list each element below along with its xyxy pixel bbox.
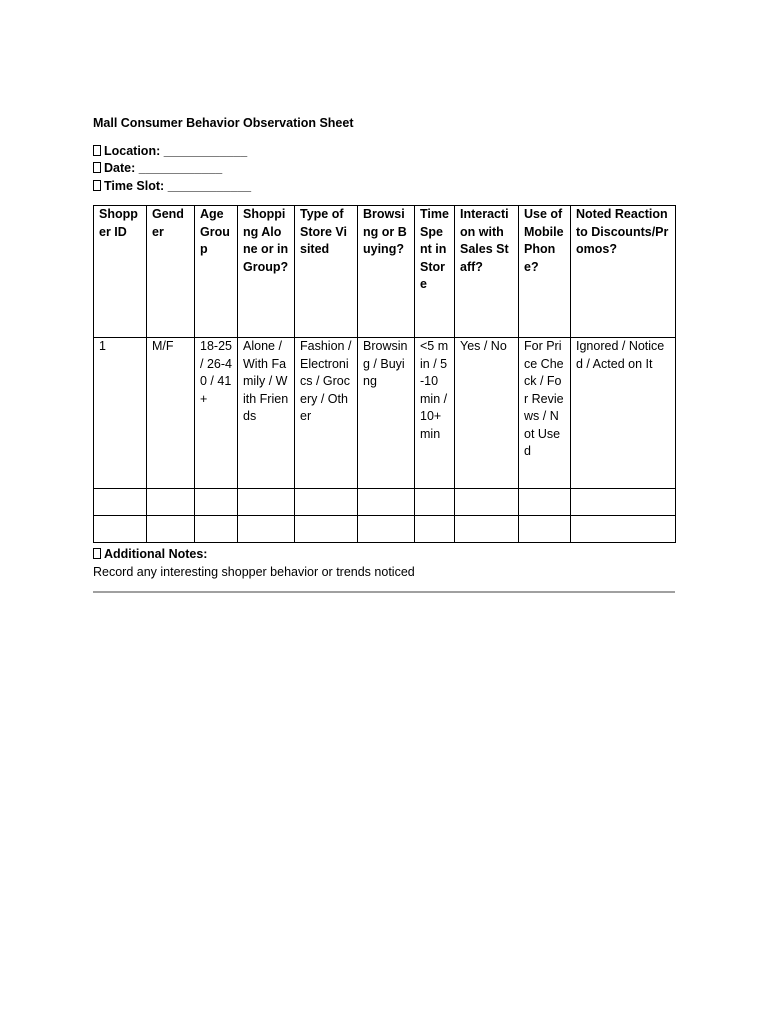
location-blank[interactable]: ____________	[163, 144, 248, 158]
table-cell[interactable]: <5 min / 5-10 min / 10+ min	[415, 338, 455, 489]
date-field	[93, 160, 222, 177]
additional-notes-heading	[93, 546, 207, 563]
table-row	[94, 338, 676, 489]
additional-notes-text[interactable]: Record any interesting shopper behavior or trends noticed	[93, 565, 415, 579]
header-shopper-id: Shopper ID	[94, 206, 147, 338]
table-cell[interactable]	[415, 489, 455, 516]
date-blank[interactable]: ____________	[138, 161, 223, 175]
table-cell[interactable]	[358, 489, 415, 516]
header-staff-interaction: Interaction with Sales Staff?	[455, 206, 519, 338]
header-browsing-or-buying: Browsing or Buying?	[358, 206, 415, 338]
missing-glyph-box-icon	[93, 548, 101, 559]
table-cell[interactable]	[571, 516, 676, 543]
table-row	[94, 516, 676, 543]
header-time-spent: Time Spent in Store	[415, 206, 455, 338]
document-title: Mall Consumer Behavior Observation Sheet	[93, 116, 354, 130]
table-cell[interactable]: 1	[94, 338, 147, 489]
table-cell[interactable]	[455, 489, 519, 516]
horizontal-divider	[93, 591, 675, 593]
table-cell[interactable]	[571, 489, 676, 516]
missing-glyph-box-icon	[93, 162, 101, 173]
header-mobile-phone-use: Use of Mobile Phone?	[519, 206, 571, 338]
table-cell[interactable]	[519, 516, 571, 543]
header-shopping-alone-or-group: Shopping Alone or in Group?	[238, 206, 295, 338]
table-cell[interactable]	[415, 516, 455, 543]
table-cell[interactable]: Fashion / Electronics / Grocery / Other	[295, 338, 358, 489]
table-cell[interactable]	[455, 516, 519, 543]
table-cell[interactable]	[358, 516, 415, 543]
additional-notes-label: Additional Notes:	[104, 547, 208, 561]
table-cell[interactable]: Alone / With Family / With Friends	[238, 338, 295, 489]
time-slot-field	[93, 178, 251, 195]
location-field	[93, 143, 247, 160]
table-row	[94, 489, 676, 516]
table-cell[interactable]	[195, 516, 238, 543]
table-cell[interactable]	[195, 489, 238, 516]
table-cell[interactable]	[147, 489, 195, 516]
header-discount-reaction: Noted Reaction to Discounts/Promos?	[571, 206, 676, 338]
table-cell[interactable]: Browsing / Buying	[358, 338, 415, 489]
table-cell[interactable]	[238, 516, 295, 543]
table-cell[interactable]	[94, 489, 147, 516]
date-label: Date:	[104, 161, 136, 175]
table-cell[interactable]	[519, 489, 571, 516]
table-cell[interactable]: Yes / No	[455, 338, 519, 489]
table-cell[interactable]: Ignored / Noticed / Acted on It	[571, 338, 676, 489]
header-gender: Gender	[147, 206, 195, 338]
table-cell[interactable]: For Price Check / For Reviews / Not Used	[519, 338, 571, 489]
table-cell[interactable]	[295, 489, 358, 516]
location-label: Location:	[104, 144, 161, 158]
table-cell[interactable]: 18-25 / 26-40 / 41+	[195, 338, 238, 489]
table-cell[interactable]	[238, 489, 295, 516]
time-slot-blank[interactable]: ____________	[167, 179, 252, 193]
missing-glyph-box-icon	[93, 180, 101, 191]
table-header-row	[94, 206, 676, 338]
table-cell[interactable]	[147, 516, 195, 543]
table-cell[interactable]	[295, 516, 358, 543]
observation-table	[93, 205, 676, 543]
table-cell[interactable]	[94, 516, 147, 543]
header-age-group: Age Group	[195, 206, 238, 338]
time-slot-label: Time Slot:	[104, 179, 165, 193]
header-store-type: Type of Store Visited	[295, 206, 358, 338]
table-cell[interactable]: M/F	[147, 338, 195, 489]
missing-glyph-box-icon	[93, 145, 101, 156]
